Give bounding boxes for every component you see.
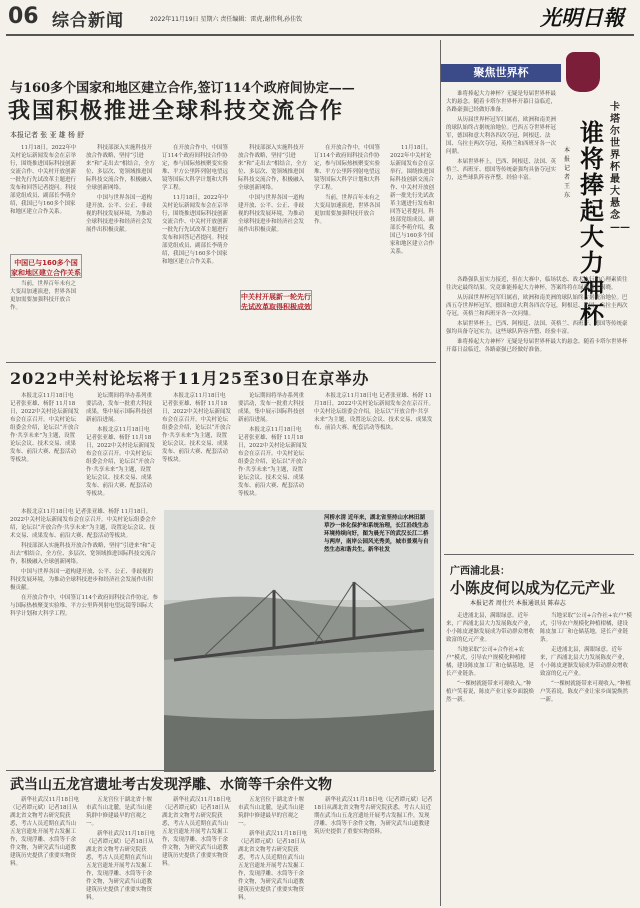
guangxi-kicker: 广西浦北县： [450,566,510,577]
paragraph: 新华社武汉11月18日电（记者谭元斌）记者18日从湖北省文物考古研究院获悉，考古人员近期在武当山五龙宫遗址开展考古发掘工作，发现浮雕、水筒等千余件文物，为研究武当山道教建筑历史提供了重要实物资料。 [10,797,79,867]
paragraph: 本报北京11月18日电 记者张亚雄、杨舒 11月18日，2022中关村论坛新闻发布会在京召开。中关村论坛组委会介绍，论坛以“开放合作·共享未来”为主题，设置论坛会议、技术交易、成果发布、前沿大赛、配套活动等板块。 [86,427,155,497]
wudang-body-col4 [238,796,308,904]
forum-headline: 2022中关村论坛将于11月25至30日在京举办 [10,369,370,388]
main-body-col4 [238,144,308,360]
paragraph: 本报北京11月18日电 记者张亚雄、杨舒 11月18日，2022中关村论坛新闻发布会在京召开。中关村论坛组委会介绍，论坛以“开放合作·共享未来”为主题，设置论坛会议、技术交易、成果发布、前沿大赛、配套活动等板块。 [162,393,231,463]
guangxi-body-col2 [540,612,632,904]
subhead: 中国已与160多个国家和地区建立合作关系 [11,259,81,277]
paragraph: 11月18日，2022年中关村论坛新闻发布会在京举行，围绕推进国际科技创新交流合作、中关村开放创新一批先行先试改革主题进行发布和回答记者提问。科技部党组成员、副部长李萌介绍，我国已与160多个国家和地区建立合作关系。 [390,145,435,255]
divider [444,554,634,555]
paragraph: 在开放合作中，中国签订114个政府间科技合作协定，参与国际热核聚变实验堆、平方公里阵列射电望远镜等国际大科学计划和大科学工程。 [162,145,229,191]
paragraph: 中国与世界各国一道构建开放、公平、公正、非歧视的科技发展环境，为推动全球科技进步和经济社会发展作出积极贡献。 [10,569,154,591]
worldcup-byline: 本报记者 王 东 [564,147,571,199]
main-body-col6 [390,144,436,360]
divider [6,770,436,771]
main-body-col2 [86,144,156,360]
paragraph: 论坛期间将举办系列重要活动，发布一批重大科技成果，集中展示国际科技创新前沿进展。 [86,393,153,423]
paragraph: 论坛期间将举办系列重要活动，发布一批重大科技成果，集中展示国际科技创新前沿进展。 [238,393,305,423]
forum-body-col4 [238,392,308,500]
worldcup-banner: 聚焦世界杯 [441,64,561,82]
newspaper-logo: 光明日報 [540,5,624,30]
paragraph: 各路强队虽实力接近，但在大赛中，临场状态、战术执行和心理素质往往决定最终结果。究竟谁能捧起大力神杯，答案终将在绿茵场上揭晓。 [446,277,628,291]
paragraph: 从历届世界杯冠军归属看，欧洲和南美洲的球队始终占据统治地位。巴西五夺世界杯冠军，德国和意大利各四次夺冠，阿根廷、法国、乌拉圭两次夺冠，英格兰和西班牙各一次问鼎。 [446,117,557,155]
paragraph: 科技部深入实施科技开放合作战略，坚持“引进来”和“走出去”相结合，全方位、多层次、宽领域推进国际科技交流合作，积极融入全球创新网络。 [10,543,156,565]
paragraph: 五龙宫位于湖北省十堰市武当山北麓，是武当山建筑群中修建最早的宫观之一。 [238,797,305,827]
paragraph: 当地采取“公司+合作社+农户”模式，引导农户规模化种植柑橘，建设陈皮加工厂和仓储基地，延长产业链条。 [540,613,632,643]
paragraph: 谁将捧起大力神杯？无疑是每届世界杯最大的悬念。随着卡塔尔世界杯开幕日益临近，各路豪强已经做好准备。 [446,91,557,113]
worldcup-headline: 谁将捧起大力神杯 [580,118,604,329]
paragraph: 五龙宫位于湖北省十堰市武当山北麓，是武当山建筑群中修建最早的宫观之一。 [86,797,153,827]
paragraph: 在开放合作中，中国签订114个政府间科技合作协定，参与国际热核聚变实验堆、平方公里阵列射电望远镜等国际大科学计划和大科学工程。 [10,595,158,617]
paragraph: 当前，世界百年未有之大变局加速演进，世界各国更加需要加强科技开放合作。 [10,281,77,311]
main-headline: 我国积极推进全球科技交流合作 [8,98,345,124]
paragraph: 新华社武汉11月18日电（记者谭元斌）记者18日从湖北省文物考古研究院获悉，考古人员近期在武当山五龙宫遗址开展考古发掘工作，发现浮雕、水筒等千余件文物，为研究武当山道教建筑历史提供了重要实物资料。 [86,831,155,901]
paragraph: 本届世界杯上，巴西、阿根廷、法国、英格兰、西班牙、德国等传统豪强均具备夺冠实力，这些球队阵容齐整、经验丰富。 [446,321,628,335]
main-body-col1 [10,144,80,252]
header-divider [6,34,634,36]
paragraph: 新华社武汉11月18日电（记者谭元斌）记者18日从湖北省文物考古研究院获悉，考古人员近期在武当山五龙宫遗址开展考古发掘工作，发现浮雕、水筒等千余件文物，为研究武当山道教建筑历史提供了重要实物资料。 [314,797,433,835]
main-kicker: 与160多个国家和地区建立合作,签订114个政府间协定—— [10,81,355,96]
paragraph: 本报北京11月18日电 记者张亚雄、杨舒 11月18日，2022中关村论坛新闻发布会在京召开。中关村论坛组委会介绍，论坛以“开放合作·共享未来”为主题，设置论坛会议、技术交易、成果发布、前沿大赛、配套活动等板块。 [10,393,79,463]
paragraph: 本报北京11月18日电 记者张亚雄、杨舒 11月18日，2022中关村论坛新闻发布会在京召开。中关村论坛组委会介绍，论坛以“开放合作·共享未来”为主题，设置论坛会议、技术交易、成果发布、前沿大赛、配套活动等板块。 [10,509,156,539]
photo-caption: 河桥水清 近年来，湖北省坚持山水林田湖草沙一体化保护和系统治理，长江沿线生态环境持续向好，图为晨光下的武汉长江二桥与两岸，南岸公园风光秀美，城市景观与自然生态和谐共生。新华社发 [324,515,429,553]
wudang-body-col1 [10,796,80,904]
guangxi-byline: 本报记者 周仕兴 本报通讯员 陈春志 [470,600,566,607]
section-title: 综合新闻 [52,11,124,31]
paragraph: 科技部深入实施科技开放合作战略，坚持“引进来”和“走出去”相结合，全方位、多层次、宽领域推进国际科技交流合作，积极融入全球创新网络。 [86,145,155,191]
forum-body-col1 [10,392,80,500]
paragraph: 走进浦北县，满眼绿意。近年来，广西浦北县大力发展陈皮产业，小小陈皮逐渐发展成为带动群众增收致富的亿元产业。 [446,613,534,643]
paragraph: 在开放合作中，中国签订114个政府间科技合作协定，参与国际热核聚变实验堆、平方公里阵列射电望远镜等国际大科学计划和大科学工程。 [314,145,381,191]
paragraph: “一棵树就能带来可观收入。”种植户笑着说，陈皮产业让家乡面貌焕然一新。 [446,681,534,703]
paragraph: 新华社武汉11月18日电（记者谭元斌）记者18日从湖北省文物考古研究院获悉，考古人员近期在武当山五龙宫遗址开展考古发掘工作，发现浮雕、水筒等千余件文物，为研究武当山道教建筑历史提供了重要实物资料。 [162,797,231,867]
paragraph: 11月18日，2022年中关村论坛新闻发布会在京举行，围绕推进国际科技创新交流合作、中关村开放创新一批先行先试改革主题进行发布和回答记者提问。科技部党组成员、副部长李萌介绍，我国已与160多个国家和地区建立合作关系。 [162,195,229,265]
page-number: 06 [8,4,39,29]
paragraph: 从历届世界杯冠军归属看，欧洲和南美洲的球队始终占据统治地位。巴西五夺世界杯冠军，德国和意大利各四次夺冠，阿根廷、法国、乌拉圭两次夺冠，英格兰和西班牙各一次问鼎。 [446,295,628,317]
guangxi-headline: 小陈皮何以成为亿元产业 [450,579,616,597]
subhead: 中关村开展新一轮先行先试改革取得积极成效 [241,293,311,311]
divider [6,362,436,363]
paragraph: 中国与世界各国一道构建开放、公平、公正、非歧视的科技发展环境，为推动全球科技进步和经济社会发展作出积极贡献。 [86,195,153,233]
paragraph: 当前，世界百年未有之大变局加速演进，世界各国更加需要加强科技开放合作。 [314,195,381,225]
wudang-body-col2 [86,796,156,904]
column-divider [440,40,441,906]
main-body-col3 [162,144,232,360]
paragraph: 走进浦北县，满眼绿意。近年来，广西浦北县大力发展陈皮产业，小小陈皮逐渐发展成为带动群众增收致富的亿元产业。 [540,647,629,677]
subhead-box [10,254,82,278]
forum-body-col3 [162,392,232,500]
paragraph: 中国与世界各国一道构建开放、公平、公正、非歧视的科技发展环境，为推动全球科技进步和经济社会发展作出积极贡献。 [238,195,305,233]
worldcup-body-bottom [446,276,632,548]
main-body-col5 [314,144,384,360]
worldcup-kicker: 卡塔尔世界杯最大悬念—— [610,102,630,233]
main-body-col1b [10,280,80,360]
guangxi-body-col1 [446,612,534,904]
paragraph: “一棵树就能带来可观收入。”种植户笑着说，陈皮产业让家乡面貌焕然一新。 [540,681,631,703]
paragraph: 谁将捧起大力神杯？无疑是每届世界杯最大的悬念。随着卡塔尔世界杯开幕日益临近，各路豪强已经做好准备。 [446,339,628,353]
paragraph: 科技部深入实施科技开放合作战略，坚持“引进来”和“走出去”相结合，全方位、多层次、宽领域推进国际科技交流合作，积极融入全球创新网络。 [238,145,307,191]
paragraph: 当地采取“公司+合作社+农户”模式，引导农户规模化种植柑橘，建设陈皮加工厂和仓储基地，延长产业链条。 [446,647,534,677]
worldcup-body-top [446,90,558,270]
subhead-box-2 [240,290,312,310]
paragraph: 新华社武汉11月18日电（记者谭元斌）记者18日从湖北省文物考古研究院获悉，考古人员近期在武当山五龙宫遗址开展考古发掘工作，发现浮雕、水筒等千余件文物，为研究武当山道教建筑历史提供了重要实物资料。 [238,831,307,901]
paragraph: 本报北京11月18日电 记者张亚雄、杨舒 11月18日，2022中关村论坛新闻发布会在京召开。中关村论坛组委会介绍，论坛以“开放合作·共享未来”为主题，设置论坛会议、技术交易、成果发布、前沿大赛、配套活动等板块。 [314,393,434,431]
forum-body-col5 [314,392,434,500]
paragraph: 本报北京11月18日电 记者张亚雄、杨舒 11月18日，2022中关村论坛新闻发布会在京召开。中关村论坛组委会介绍，论坛以“开放合作·共享未来”为主题，设置论坛会议、技术交易、成果发布、前沿大赛、配套活动等板块。 [238,427,307,497]
main-byline: 本报记者 张 亚 雄 杨 舒 [10,131,85,139]
left-body-under-forum [10,508,158,768]
wudang-body-col3 [162,796,232,904]
paragraph: 11月18日，2022年中关村论坛新闻发布会在京举行，围绕推进国际科技创新交流合作、中关村开放创新一批先行先试改革主题进行发布和回答记者提问。科技部党组成员、副部长李萌介绍，我国已与160多个国家和地区建立合作关系。 [10,145,77,215]
bridge-photo [164,510,434,772]
forum-body-col2 [86,392,156,500]
issue-meta: 2022年11月19日 星期六 责任编辑：雷虎,谢伟利,孙佳钦 [150,16,303,23]
wudang-headline: 武当山五龙宫遗址考古发现浮雕、水筒等千余件文物 [10,777,332,793]
world-cup-emblem-icon [566,52,600,92]
paragraph: 本届世界杯上，巴西、阿根廷、法国、英格兰、西班牙、德国等传统豪强均具备夺冠实力，这些球队阵容齐整、经验丰富。 [446,159,557,181]
wudang-body-col5 [314,796,434,904]
